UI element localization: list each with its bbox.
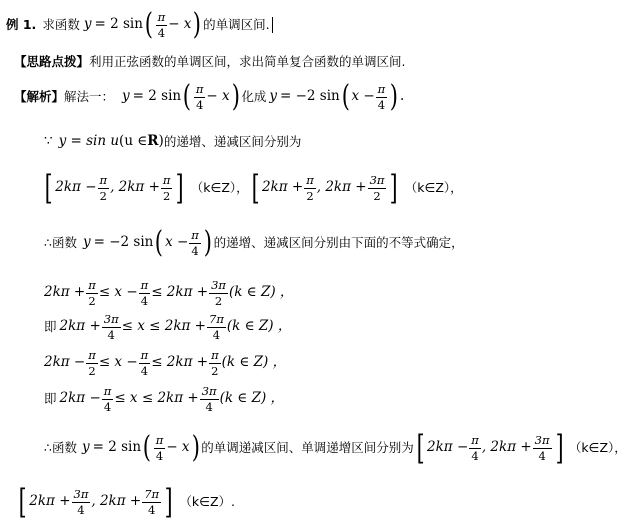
conclusion-text: 的单调递减区间、单调递增区间分别为: [201, 439, 414, 455]
analysis-line: [14, 80, 404, 114]
example-label: 例 1.: [6, 16, 37, 32]
final-kz: （k∈Z）.: [179, 493, 236, 509]
frac-pi-2: $\frac{\pi}{2}$: [88, 348, 96, 378]
kz-a: （k∈Z），: [190, 179, 249, 195]
frac-7pi-4: $\frac{7\pi}{4}$: [144, 487, 160, 517]
bracket-open: [: [251, 168, 260, 208]
paren-close: ): [193, 7, 202, 42]
paren-open: (: [142, 430, 151, 465]
bracket-close: ]: [176, 168, 185, 208]
because-symbol: ∵: [44, 133, 53, 150]
var-y: y: [83, 16, 92, 33]
conclusion-a-left: 2kπ −: [427, 439, 469, 456]
frac-pi-4: $\frac{\pi}{4}$: [103, 384, 112, 414]
eq-2sin: = 2 sin: [92, 439, 142, 456]
frac-7pi-4: $\frac{7\pi}{4}$: [209, 312, 224, 342]
paren-close: ): [231, 79, 240, 114]
ineq3-b: ≤ x −: [98, 354, 138, 371]
bracket-open: [: [44, 168, 53, 208]
conclusion-label: ∴函数: [44, 439, 77, 455]
bracket-close: ]: [164, 482, 173, 522]
ineq4-ji: 即: [44, 390, 57, 406]
therefore-text: 的递增、递减区间分别由下面的不等式确定，: [213, 234, 464, 250]
analysis-label: 【解析】: [14, 88, 65, 104]
inequality-1: [44, 276, 293, 310]
convert-text: 化成: [241, 88, 267, 104]
frac-pi-4: $\frac{\pi}{4}$: [140, 348, 149, 378]
ineq4-a: 2kπ −: [59, 390, 101, 407]
ineq4-d: (k ∈ Z) ，: [219, 390, 285, 407]
x-minus: x −: [165, 234, 189, 251]
intervals-line: [42, 168, 463, 208]
because-line: [44, 134, 301, 150]
interval-a-left: 2kπ −: [55, 179, 97, 196]
hint-text: 利用正弦函数的单调区间，求出简单复合函数的单调区间.: [89, 53, 406, 69]
ineq3-a: 2kπ −: [44, 354, 86, 371]
ineq3-c: ≤ 2kπ +: [151, 354, 209, 371]
frac-3pi-2: $\frac{3\pi}{2}$: [369, 173, 385, 203]
final-b-left: 2kπ +: [29, 493, 71, 510]
therefore-line: [44, 226, 464, 260]
expr-sin-u: y = sin u: [58, 133, 120, 150]
ineq1-b: ≤ x −: [98, 284, 138, 301]
example-ask: 求函数: [42, 16, 80, 32]
frac-pi-4: $\frac{\pi}{4}$: [195, 82, 204, 112]
frac-3pi-4: $\frac{3\pi}{4}$: [534, 433, 550, 463]
bracket-close: ]: [555, 428, 564, 468]
frac-pi-4: $\frac{\pi}{4}$: [471, 433, 479, 463]
bracket-close: ]: [390, 168, 399, 208]
conclusion-a-right: , 2kπ +: [481, 439, 532, 456]
frac-3pi-4: $\frac{3\pi}{4}$: [103, 312, 119, 342]
expr-u-in: (u ∈: [119, 133, 148, 150]
x-minus: x −: [351, 88, 375, 105]
therefore-label: ∴函数: [44, 234, 77, 250]
minus-x: − x: [166, 439, 190, 456]
final-interval-line: [16, 482, 235, 522]
ineq2-ji: 即: [44, 318, 57, 334]
ineq1-c: ≤ 2kπ +: [151, 284, 209, 301]
analysis-method: 解法一：: [64, 88, 115, 104]
eq-neg2sin: = −2 sin: [279, 88, 340, 105]
bracket-open: [: [18, 482, 27, 522]
hint-label: 【思路点拨】: [14, 53, 90, 69]
set-R: R: [147, 133, 159, 150]
inequality-2: [44, 310, 291, 344]
inequality-4: [44, 382, 284, 416]
ineq1-d: (k ∈ Z) ，: [228, 284, 294, 301]
var-y: y: [269, 88, 277, 105]
var-y: y: [81, 439, 90, 456]
minus-x: − x: [206, 88, 230, 105]
interval-a-right: , 2kπ +: [110, 179, 160, 196]
interval-b-right: , 2kπ +: [316, 179, 367, 196]
var-y: y: [82, 234, 91, 251]
eq-2sin: = 2 sin: [132, 88, 182, 105]
interval-b-left: 2kπ +: [261, 179, 304, 196]
frac-pi-4: $\frac{\pi}{4}$: [377, 82, 386, 112]
paren-close: ): [203, 225, 212, 260]
kz-b: （k∈Z），: [404, 179, 463, 195]
inequality-3: [44, 346, 286, 380]
ineq1-a: 2kπ +: [44, 284, 86, 301]
hint-line: [14, 54, 406, 70]
minus-x: − x: [168, 16, 192, 33]
frac-pi-2: $\frac{\pi}{2}$: [211, 348, 219, 378]
frac-pi-4: $\frac{\pi}{4}$: [191, 228, 199, 258]
frac-3pi-2: $\frac{3\pi}{2}$: [211, 278, 226, 308]
frac-pi-2: $\frac{\pi}{2}$: [88, 278, 96, 308]
ineq2-a: 2kπ +: [59, 318, 101, 335]
bracket-open: [: [416, 428, 425, 468]
period: .: [399, 88, 405, 105]
eq-2sin: = 2 sin: [94, 16, 143, 33]
ineq4-b: ≤ x ≤ 2kπ +: [114, 390, 199, 407]
paren-open: (: [144, 7, 153, 42]
expr-close: ): [158, 133, 164, 150]
final-b-right: , 2kπ +: [91, 493, 142, 510]
ineq3-d: (k ∈ Z) ，: [221, 354, 287, 371]
conclusion-line: [44, 428, 627, 468]
frac-3pi-4: $\frac{3\pi}{4}$: [73, 487, 89, 517]
frac-pi-2: $\frac{\pi}{2}$: [99, 173, 108, 203]
text-cursor: [272, 17, 273, 33]
paren-close: ): [191, 430, 200, 465]
paren-open: (: [182, 79, 192, 114]
example-tail: 的单调区间.: [203, 16, 270, 32]
paren-open: (: [341, 79, 350, 114]
conclusion-kz-a: （k∈Z），: [568, 439, 627, 455]
frac-3pi-4: $\frac{3\pi}{4}$: [201, 384, 217, 414]
frac-pi-2: $\frac{\pi}{2}$: [162, 173, 171, 203]
example-line: [6, 8, 273, 42]
because-text: 的递增、递减区间分别为: [163, 133, 302, 149]
paren-open: (: [155, 225, 164, 260]
frac-pi-4: $\frac{\pi}{4}$: [155, 433, 164, 463]
frac-pi-2: $\frac{\pi}{2}$: [306, 173, 314, 203]
paren-close: ): [389, 79, 399, 114]
var-y: y: [122, 88, 130, 105]
ineq2-d: (k ∈ Z) ，: [226, 318, 292, 335]
eq-neg2sin: = −2 sin: [93, 234, 154, 251]
frac-pi-4: $\frac{\pi}{4}$: [157, 10, 166, 40]
ineq2-b: ≤ x ≤ 2kπ +: [121, 318, 206, 335]
frac-pi-4: $\frac{\pi}{4}$: [140, 278, 149, 308]
